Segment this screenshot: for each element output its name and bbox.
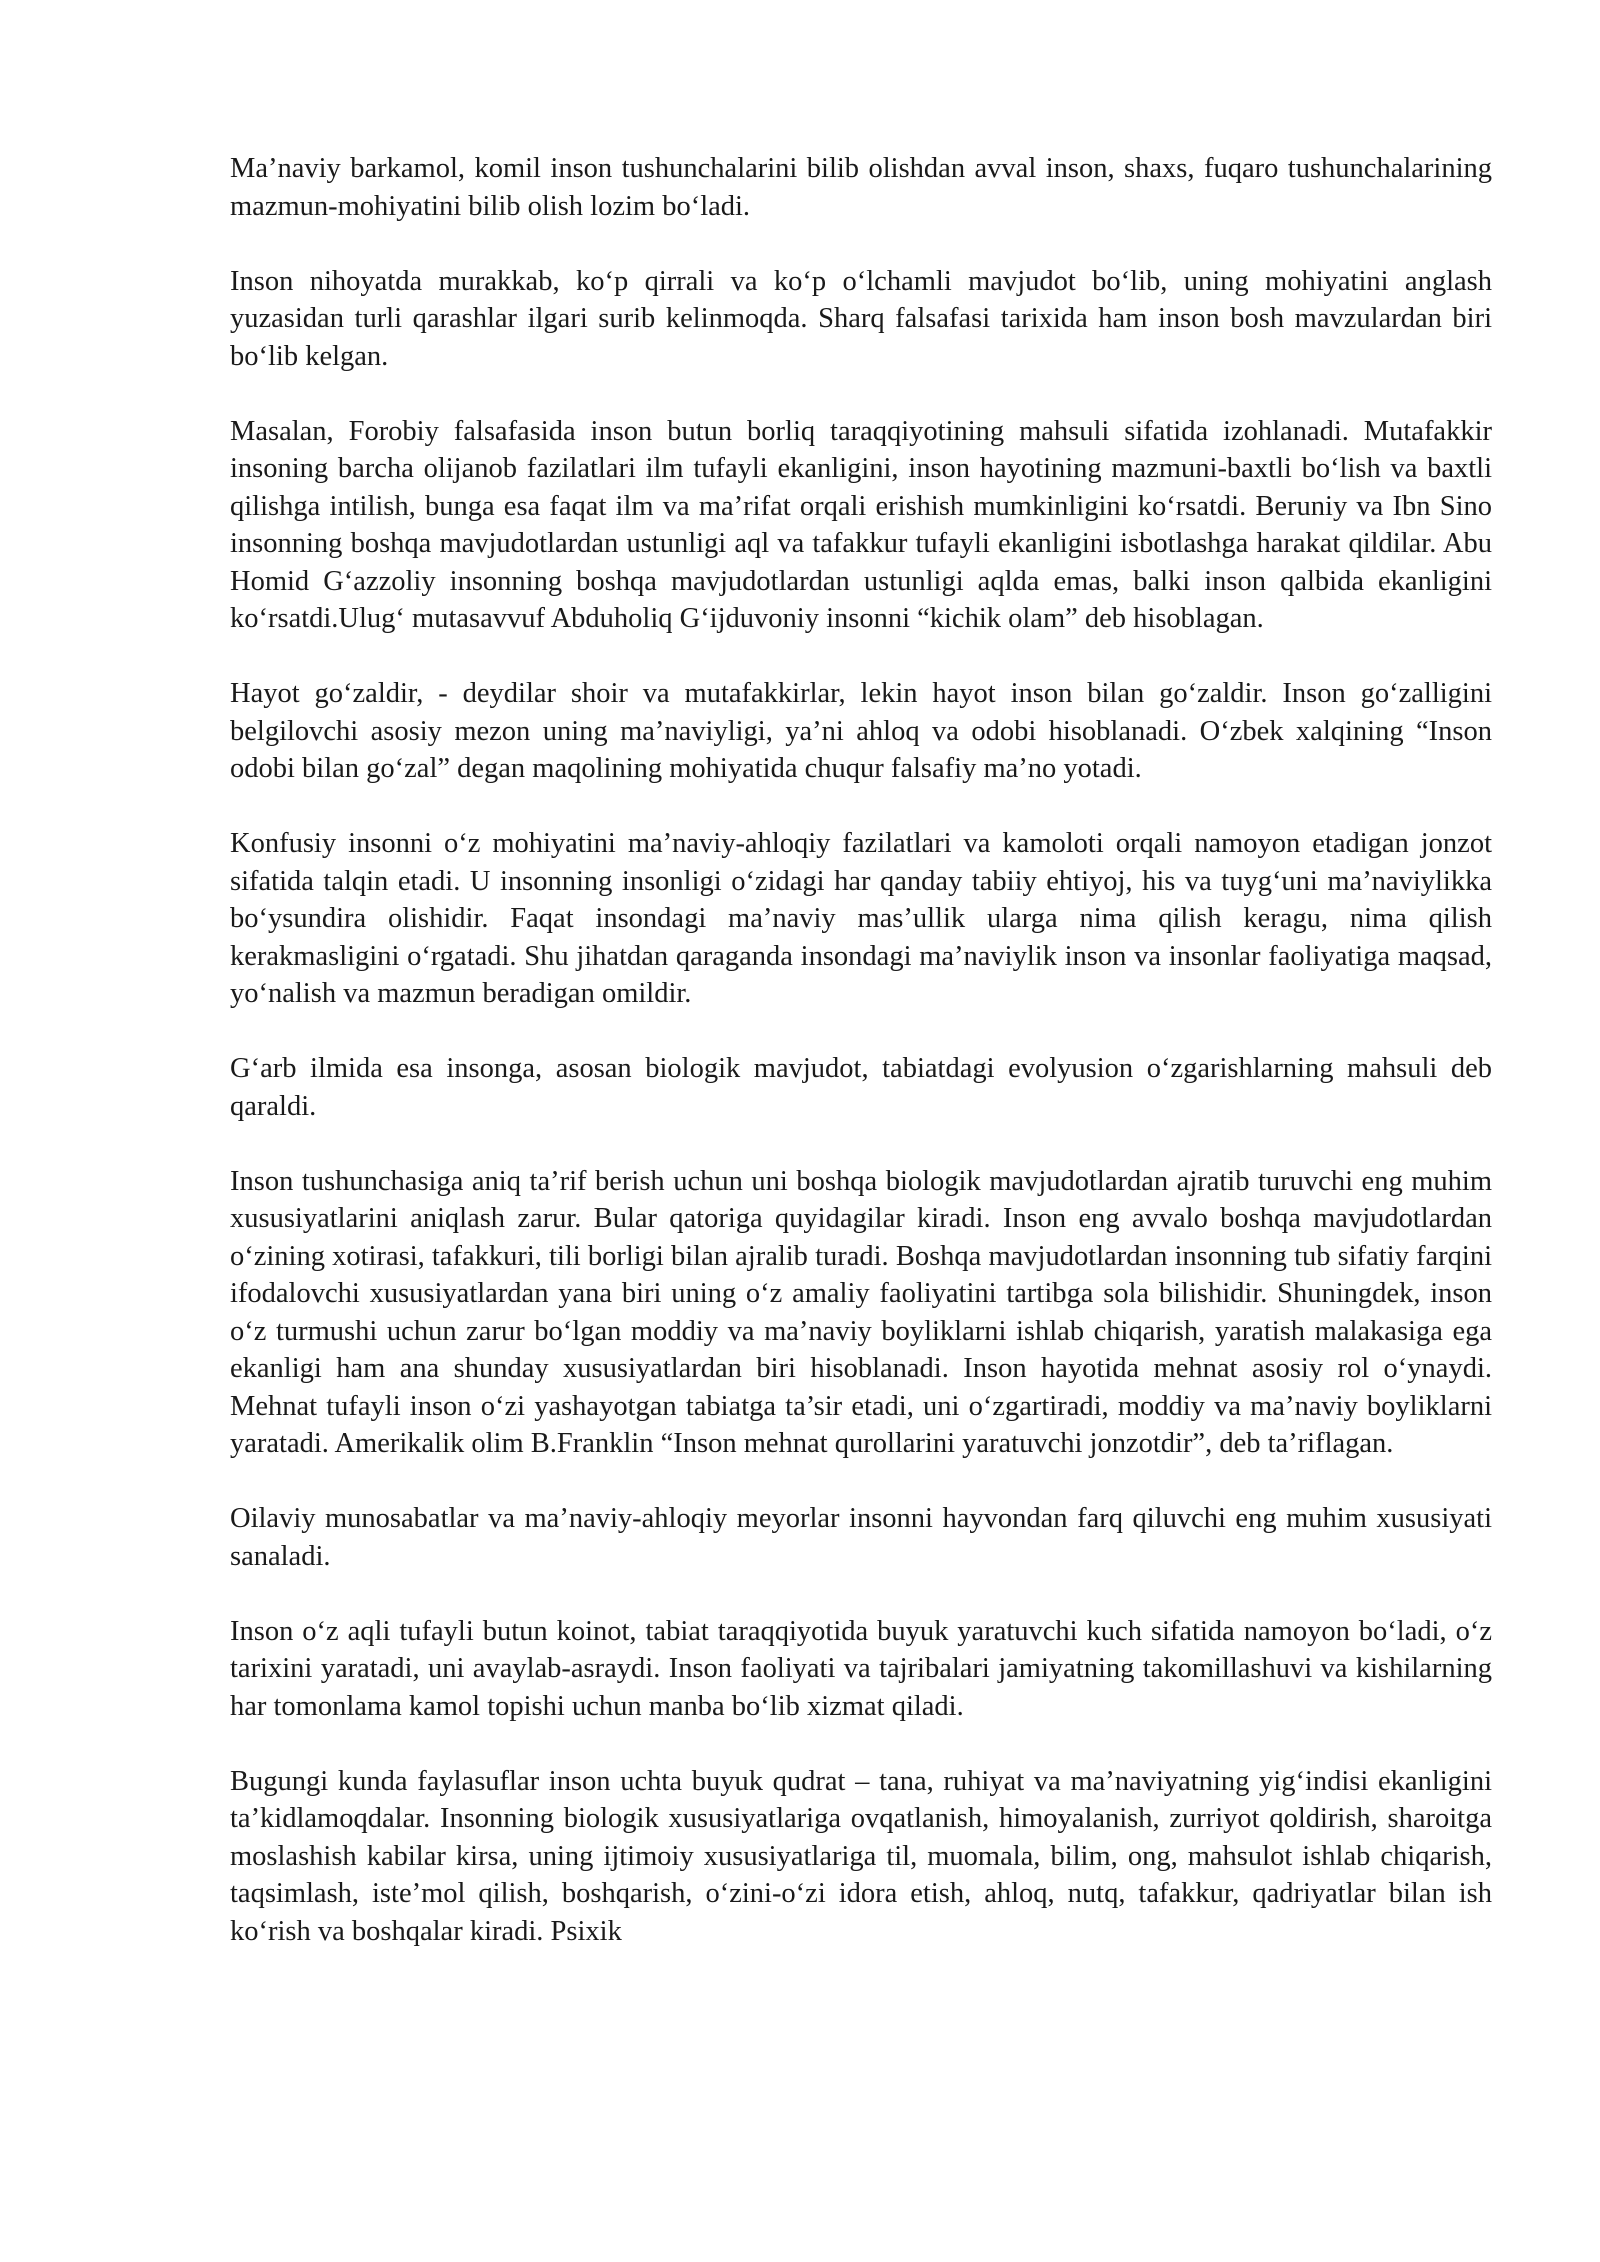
paragraph-3: Masalan, Forobiy falsafasida inson butun borliq taraqqiyotining mahsuli sifatida izohlanadi. Mutafakkir insoning barcha olijanob fazilatlari ilm tufayli ekanligini, inson hayotining mazmuni-baxtli bo‘lish va baxtli qilishga intilish, bunga esa faqat ilm va ma’rifat orqali erishish mumkinligini ko‘rsatdi. Beruniy va Ibn Sino insonning boshqa mavjudotlardan ustunligi aql va tafakkur tufayli ekanligini isbotlashga harakat qildilar. Abu Homid G‘azzoliy insonning boshqa mavjudotlardan ustunligi aqlda emas, balki inson qalbida ekanligini ko‘rsatdi.Ulug‘ mutasavvuf Abduholiq G‘ijduvoniy insonni “kichik olam” deb hisoblagan.	[230, 415, 1492, 634]
paragraph-4: Hayot go‘zaldir, - deydilar shoir va mutafakkirlar, lekin hayot inson bilan go‘zaldir. Inson go‘zalligini belgilovchi asosiy mezon uning ma’naviyligi, ya’ni ahloq va odobi hisoblanadi. O‘zbek xalqining “Inson odobi bilan go‘zal” degan maqolining mohiyatida chuqur falsafiy ma’no yotadi.	[230, 678, 1492, 784]
paragraph-6: G‘arb ilmida esa insonga, asosan biologik mavjudot, tabiatdagi evolyusion o‘zgarishlarning mahsuli deb qaraldi.	[230, 1053, 1492, 1122]
document-page	[230, 150, 1492, 1988]
paragraph-9: Inson o‘z aqli tufayli butun koinot, tabiat taraqqiyotida buyuk yaratuvchi kuch sifatida namoyon bo‘ladi, o‘z tarixini yaratadi, uni avaylab-asraydi. Inson faoliyati va tajribalari jamiyatning takomillashuvi va kishilarning har tomonlama kamol topishi uchun manba bo‘lib xizmat qiladi.	[230, 1615, 1492, 1722]
paragraph-5: Konfusiy insonni o‘z mohiyatini ma’naviy-ahloqiy fazilatlari va kamoloti orqali namoyon etadigan jonzot sifatida talqin etadi. U insonning insonligi o‘zidagi har qanday tabiiy ehtiyoj, his va tuyg‘uni ma’naviylikka bo‘ysundira olishidir. Faqat insondagi ma’naviy mas’ullik ularga nima qilish keragu, nima qilish kerakmasligini o‘rgatadi. Shu jihatdan qaraganda insondagi ma’naviylik inson va insonlar faoliyatiga maqsad, yo‘nalish va mazmun beradigan omildir.	[230, 828, 1492, 1009]
paragraph-1: Ma’naviy barkamol, komil inson tushunchalarini bilib olishdan avval inson, shaxs, fuqaro tushunchalarining mazmun-mohiyatini bilib olish lozim bo‘ladi.	[230, 153, 1492, 222]
paragraph-8: Oilaviy munosabatlar va ma’naviy-ahloqiy meyorlar insonni hayvondan farq qiluvchi eng muhim xususiyati sanaladi.	[230, 1503, 1492, 1572]
paragraph-7: Inson tushunchasiga aniq ta’rif berish uchun uni boshqa biologik mavjudotlardan ajratib turuvchi eng muhim xususiyatlarini aniqlash zarur. Bular qatoriga quyidagilar kiradi. Inson eng avvalo boshqa mavjudotlardan o‘zining xotirasi, tafakkuri, tili borligi bilan ajralib turadi. Boshqa mavjudotlardan insonning tub sifatiy farqini ifodalovchi xususiyatlardan yana biri uning o‘z amaliy faoliyatini tartibga sola bilishidir. Shuningdek, inson o‘z turmushi uchun zarur bo‘lgan moddiy va ma’naviy boyliklarni ishlab chiqarish, yaratish malakasiga ega ekanligi ham ana shunday xususiyatlardan biri hisoblanadi. Inson hayotida mehnat asosiy rol o‘ynaydi. Mehnat tufayli inson o‘zi yashayotgan tabiatga ta’sir etadi, uni o‘zgartiradi, moddiy va ma’naviy boyliklarni yaratadi. Amerikalik olim B.Franklin “Inson mehnat qurollarini yaratuvchi jonzotdir”, deb ta’riflagan.	[230, 1165, 1492, 1459]
paragraph-2: Inson nihoyatda murakkab, ko‘p qirrali va ko‘p o‘lchamli mavjudot bo‘lib, uning mohiyatini anglash yuzasidan turli qarashlar ilgari surib kelinmoqda. Sharq falsafasi tarixida ham inson bosh mavzulardan biri bo‘lib kelgan.	[230, 265, 1492, 372]
paragraph-10: Bugungi kunda faylasuflar inson uchta buyuk qudrat – tana, ruhiyat va ma’naviyatning yig‘indisi ekanligini ta’kidlamoqdalar. Insonning biologik xususiyatlariga ovqatlanish, himoyalanish, zurriyot qoldirish, sharoitga moslashish kabilar kirsa, uning ijtimoiy xususiyatlariga til, muomala, bilim, ong, mahsulot ishlab chiqarish, taqsimlash, iste’mol qilish, boshqarish, o‘zini-o‘zi idora etish, ahloq, nutq, tafakkur, qadriyatlar bilan ish ko‘rish va boshqalar kiradi. Psixik	[230, 1765, 1492, 1947]
